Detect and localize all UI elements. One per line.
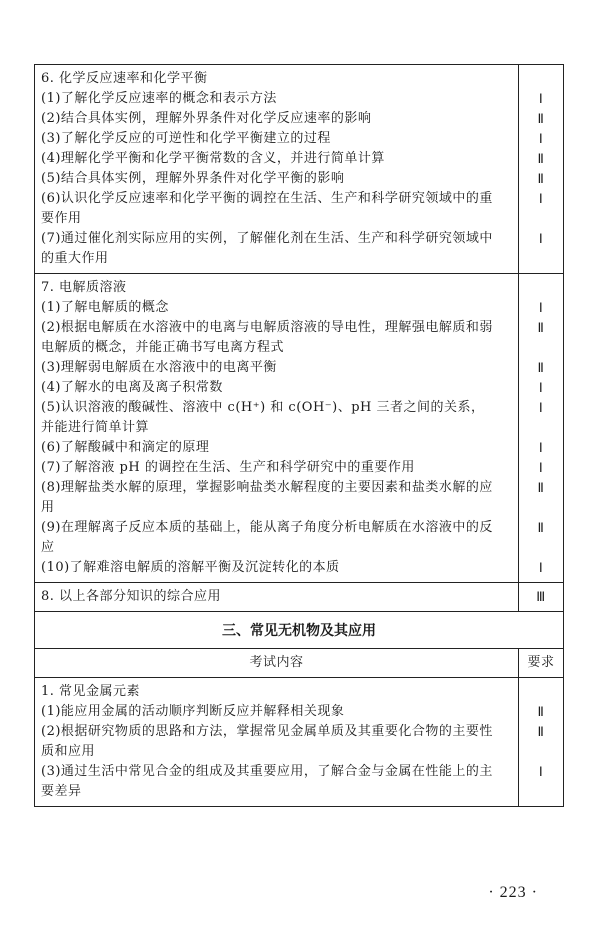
level-mark: Ⅱ [537, 704, 545, 719]
list-item: (4)理解化学平衡和化学平衡常数的含义，并进行简单计算 [41, 151, 385, 166]
level-mark: Ⅱ [537, 360, 545, 375]
section-7-row [35, 273, 563, 582]
list-item: (10)了解难溶电解质的溶解平衡及沉淀转化的本质 [41, 560, 340, 575]
list-item: (3)理解弱电解质在水溶液中的电离平衡 [41, 360, 277, 375]
level-mark: Ⅱ [537, 320, 545, 335]
metals-levels [519, 678, 563, 806]
list-item: (3)通过生活中常见合金的组成及其重要应用，了解合金与金属在性能上的主要差异 [41, 764, 493, 799]
section-6-levels [519, 65, 563, 273]
list-item: (6)了解酸碱中和滴定的原理 [41, 440, 210, 455]
list-item: (8)理解盐类水解的原理，掌握影响盐类水解程度的主要因素和盐类水解的应用 [41, 480, 493, 515]
header-content [35, 649, 519, 677]
list-item: (7)通过催化剂实际应用的实例，了解催化剂在生活、生产和科学研究领域中的重大作用 [41, 231, 493, 266]
chapter-title: 三、常见无机物及其应用 [222, 623, 376, 639]
level-mark: Ⅰ [538, 191, 544, 206]
list-item: (1)能应用金属的活动顺序判断反应并解释相关现象 [41, 704, 345, 719]
page-number: · 223 · [488, 884, 538, 901]
section-7-content [35, 274, 519, 582]
level-mark: Ⅰ [538, 380, 544, 395]
list-item: (2)根据电解质在水溶液中的电离与电解质溶液的导电性，理解强电解质和弱电解质的概念，并能正确书写电离方程式 [41, 320, 493, 355]
metals-row [35, 677, 563, 806]
section-6-content [35, 65, 519, 273]
list-item: (4)了解水的电离及离子积常数 [41, 380, 223, 395]
level-mark: Ⅱ [537, 520, 545, 535]
list-item: (7)了解溶液 pH 的调控在生活、生产和科学研究中的重要作用 [41, 460, 415, 475]
level-mark: Ⅲ [536, 589, 546, 604]
list-item: (5)结合具体实例，理解外界条件对化学平衡的影响 [41, 171, 345, 186]
level-mark: Ⅰ [538, 460, 544, 475]
level-mark: Ⅰ [538, 300, 544, 315]
section-8-levels [519, 583, 563, 611]
header-content-label: 考试内容 [249, 655, 304, 670]
level-mark: Ⅰ [538, 131, 544, 146]
level-mark: Ⅰ [538, 560, 544, 575]
requirements-table [34, 64, 564, 807]
table-header [35, 648, 563, 677]
section-8-content [35, 583, 519, 611]
header-req-label: 要求 [527, 655, 555, 670]
list-item: (2)结合具体实例，理解外界条件对化学反应速率的影响 [41, 111, 372, 126]
level-mark: Ⅱ [537, 724, 545, 739]
level-mark: Ⅱ [537, 480, 545, 495]
list-item: (5)认识溶液的酸碱性、溶液中 c(H⁺) 和 c(OH⁻)、pH 三者之间的关系，并能进行简单计算 [41, 400, 485, 435]
section-title: 1. 常见金属元素 [41, 684, 141, 699]
section-8-row [35, 582, 563, 611]
list-item: (9)在理解离子反应本质的基础上，能从离子角度分析电解质在水溶液中的反应 [41, 520, 493, 555]
level-mark: Ⅰ [538, 400, 544, 415]
section-title: 6. 化学反应速率和化学平衡 [41, 71, 208, 86]
level-mark: Ⅰ [538, 231, 544, 246]
header-req [519, 649, 563, 677]
section-title: 8. 以上各部分知识的综合应用 [41, 589, 222, 604]
section-6-row [35, 65, 563, 273]
list-item: (3)了解化学反应的可逆性和化学平衡建立的过程 [41, 131, 331, 146]
level-mark: Ⅱ [537, 171, 545, 186]
list-item: (1)了解化学反应速率的概念和表示方法 [41, 91, 277, 106]
level-mark: Ⅰ [538, 91, 544, 106]
level-mark: Ⅱ [537, 111, 545, 126]
level-mark: Ⅱ [537, 151, 545, 166]
section-7-levels [519, 274, 563, 582]
metals-content [35, 678, 519, 806]
level-mark: Ⅰ [538, 440, 544, 455]
chapter-banner [35, 611, 563, 648]
list-item: (1)了解电解质的概念 [41, 300, 169, 315]
level-mark: Ⅰ [538, 764, 544, 779]
section-title: 7. 电解质溶液 [41, 280, 127, 295]
list-item: (6)认识化学反应速率和化学平衡的调控在生活、生产和科学研究领域中的重要作用 [41, 191, 493, 226]
list-item: (2)根据研究物质的思路和方法，掌握常见金属单质及其重要化合物的主要性质和应用 [41, 724, 493, 759]
